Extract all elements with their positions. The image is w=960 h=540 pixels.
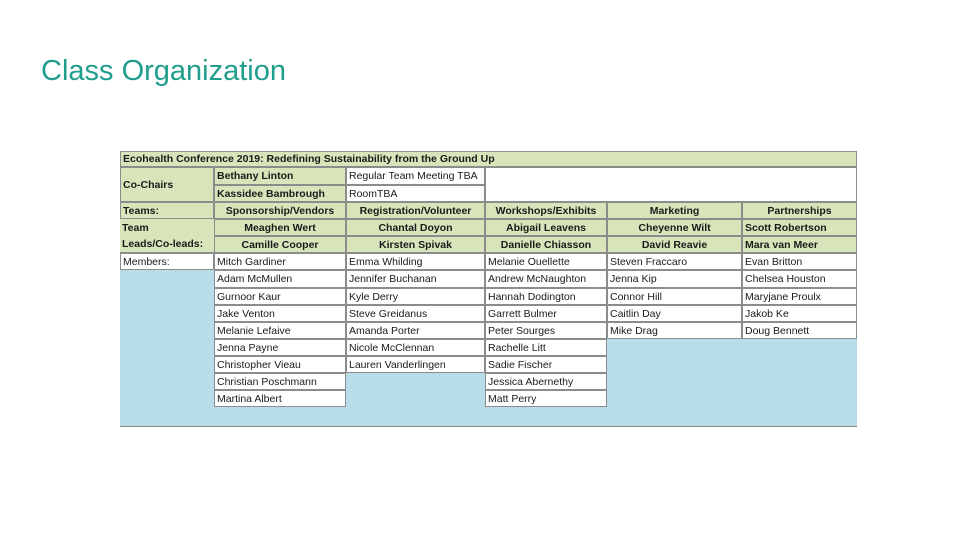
cochair-name: Bethany Linton [214, 167, 346, 185]
slide-title: Class Organization [41, 55, 286, 87]
member-name: Peter Sourges [485, 322, 607, 339]
member-name: Steven Fraccaro [607, 253, 742, 270]
cochairs-label: Co-Chairs [120, 167, 214, 202]
member-name: Evan Britton [742, 253, 857, 270]
blank-cell [485, 167, 857, 202]
team-name: Registration/Volunteer [346, 202, 485, 219]
member-name: Jakob Ke [742, 305, 857, 322]
member-name: Kyle Derry [346, 288, 485, 305]
sheet-header: Ecohealth Conference 2019: Redefining Sustainability from the Ground Up [120, 151, 857, 167]
teams-label: Teams: [120, 202, 214, 219]
leads-label: Leads/Co-leads: [120, 236, 214, 253]
member-name: Matt Perry [485, 390, 607, 407]
member-name: Andrew McNaughton [485, 270, 607, 288]
team-lead: Danielle Chiasson [485, 236, 607, 253]
team-lead: Scott Robertson [742, 219, 857, 236]
member-name: Jake Venton [214, 305, 346, 322]
team-label: Team [120, 219, 214, 236]
member-name: Sadie Fischer [485, 356, 607, 373]
member-name: Lauren Vanderlingen [346, 356, 485, 373]
room-note: RoomTBA [346, 185, 485, 202]
team-lead: Kirsten Spivak [346, 236, 485, 253]
team-lead: Mara van Meer [742, 236, 857, 253]
member-name: Melanie Lefaive [214, 322, 346, 339]
member-name: Mitch Gardiner [214, 253, 346, 270]
team-lead: David Reavie [607, 236, 742, 253]
member-name: Garrett Bulmer [485, 305, 607, 322]
team-lead: Camille Cooper [214, 236, 346, 253]
member-name: Jessica Abernethy [485, 373, 607, 390]
team-name: Marketing [607, 202, 742, 219]
member-name: Christian Poschmann [214, 373, 346, 390]
members-label: Members: [120, 253, 214, 270]
member-name: Maryjane Proulx [742, 288, 857, 305]
member-name: Nicole McClennan [346, 339, 485, 356]
member-name: Steve Greidanus [346, 305, 485, 322]
meeting-note: Regular Team Meeting TBA [346, 167, 485, 185]
member-name: Jennifer Buchanan [346, 270, 485, 288]
team-lead: Abigail Leavens [485, 219, 607, 236]
member-name: Connor Hill [607, 288, 742, 305]
member-name: Hannah Dodington [485, 288, 607, 305]
member-name: Caitlin Day [607, 305, 742, 322]
member-name: Mike Drag [607, 322, 742, 339]
team-name: Partnerships [742, 202, 857, 219]
organization-table [120, 151, 857, 427]
team-lead: Cheyenne Wilt [607, 219, 742, 236]
team-name: Sponsorship/Vendors [214, 202, 346, 219]
team-name: Workshops/Exhibits [485, 202, 607, 219]
team-lead: Chantal Doyon [346, 219, 485, 236]
cochair-name: Kassidee Bambrough [214, 185, 346, 202]
member-name: Gurnoor Kaur [214, 288, 346, 305]
member-name: Martina Albert [214, 390, 346, 407]
member-name: Emma Whilding [346, 253, 485, 270]
member-name: Rachelle Litt [485, 339, 607, 356]
member-name: Amanda Porter [346, 322, 485, 339]
member-name: Melanie Ouellette [485, 253, 607, 270]
member-name: Christopher Vieau [214, 356, 346, 373]
member-name: Jenna Payne [214, 339, 346, 356]
team-lead: Meaghen Wert [214, 219, 346, 236]
member-name: Adam McMullen [214, 270, 346, 288]
member-name: Doug Bennett [742, 322, 857, 339]
member-name: Chelsea Houston [742, 270, 857, 288]
member-name: Jenna Kip [607, 270, 742, 288]
